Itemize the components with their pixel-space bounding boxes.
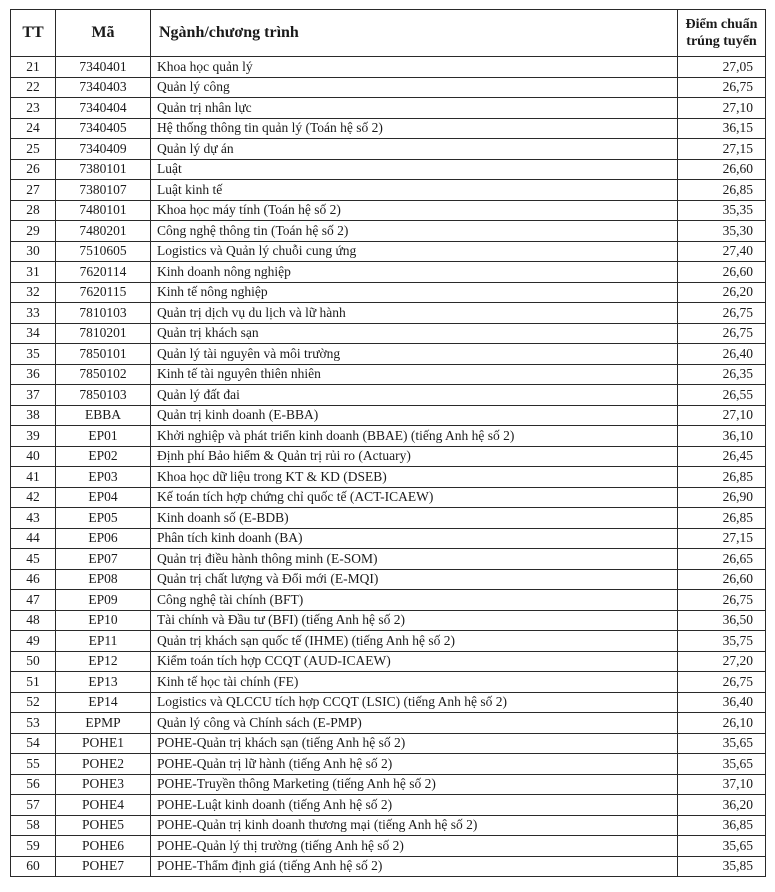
cell-score: 36,10 bbox=[678, 426, 766, 447]
cell-score: 27,15 bbox=[678, 528, 766, 549]
table-row bbox=[11, 139, 766, 160]
cell-code: 7480101 bbox=[56, 200, 151, 221]
header-score bbox=[678, 10, 766, 57]
cell-program-name: POHE-Quản trị khách sạn (tiếng Anh hệ số 2) bbox=[151, 733, 678, 754]
cell-code: 7480201 bbox=[56, 221, 151, 242]
cell-code: 7380107 bbox=[56, 180, 151, 201]
cell-tt: 35 bbox=[11, 344, 56, 365]
cell-tt: 50 bbox=[11, 651, 56, 672]
cell-code: 7340401 bbox=[56, 57, 151, 78]
cell-code: EP10 bbox=[56, 610, 151, 631]
cell-score: 26,90 bbox=[678, 487, 766, 508]
cell-program-name: Công nghệ tài chính (BFT) bbox=[151, 590, 678, 611]
cell-code: POHE7 bbox=[56, 856, 151, 877]
cell-score: 36,85 bbox=[678, 815, 766, 836]
cell-score: 26,35 bbox=[678, 364, 766, 385]
cell-score: 36,15 bbox=[678, 118, 766, 139]
cell-code: POHE4 bbox=[56, 795, 151, 816]
cell-tt: 33 bbox=[11, 303, 56, 324]
cell-score: 26,60 bbox=[678, 159, 766, 180]
cell-code: EP03 bbox=[56, 467, 151, 488]
table-row bbox=[11, 590, 766, 611]
cell-tt: 23 bbox=[11, 98, 56, 119]
cell-score: 26,85 bbox=[678, 180, 766, 201]
table-row bbox=[11, 795, 766, 816]
cell-tt: 52 bbox=[11, 692, 56, 713]
cell-code: EP14 bbox=[56, 692, 151, 713]
cell-score: 27,40 bbox=[678, 241, 766, 262]
cell-tt: 25 bbox=[11, 139, 56, 160]
cell-code: 7810201 bbox=[56, 323, 151, 344]
header-score-line1: Điểm chuẩn bbox=[685, 17, 758, 32]
cell-program-name: Khoa học máy tính (Toán hệ số 2) bbox=[151, 200, 678, 221]
cell-program-name: Quản lý dự án bbox=[151, 139, 678, 160]
admission-score-table-page bbox=[10, 9, 765, 877]
cell-score: 27,20 bbox=[678, 651, 766, 672]
cell-program-name: Logistics và QLCCU tích hợp CCQT (LSIC) (tiếng Anh hệ số 2) bbox=[151, 692, 678, 713]
cell-code: EP12 bbox=[56, 651, 151, 672]
cell-score: 27,05 bbox=[678, 57, 766, 78]
cell-tt: 29 bbox=[11, 221, 56, 242]
cell-program-name: Kinh doanh số (E-BDB) bbox=[151, 508, 678, 529]
cell-score: 26,60 bbox=[678, 569, 766, 590]
table-row bbox=[11, 344, 766, 365]
cell-code: EP08 bbox=[56, 569, 151, 590]
cell-program-name: Kế toán tích hợp chứng chỉ quốc tế (ACT-ICAEW) bbox=[151, 487, 678, 508]
cell-tt: 60 bbox=[11, 856, 56, 877]
cell-tt: 45 bbox=[11, 549, 56, 570]
cell-tt: 51 bbox=[11, 672, 56, 693]
table-row bbox=[11, 467, 766, 488]
header-code: Mã bbox=[56, 10, 151, 57]
cell-tt: 55 bbox=[11, 754, 56, 775]
cell-code: EBBA bbox=[56, 405, 151, 426]
cell-program-name: Quản trị chất lượng và Đổi mới (E-MQI) bbox=[151, 569, 678, 590]
cell-score: 35,30 bbox=[678, 221, 766, 242]
cell-code: EP06 bbox=[56, 528, 151, 549]
cell-program-name: Tài chính và Đầu tư (BFI) (tiếng Anh hệ số 2) bbox=[151, 610, 678, 631]
cell-tt: 46 bbox=[11, 569, 56, 590]
table-row bbox=[11, 487, 766, 508]
cell-code: 7510605 bbox=[56, 241, 151, 262]
cell-code: 7850103 bbox=[56, 385, 151, 406]
cell-tt: 54 bbox=[11, 733, 56, 754]
cell-code: EP04 bbox=[56, 487, 151, 508]
cell-tt: 24 bbox=[11, 118, 56, 139]
cell-score: 27,15 bbox=[678, 139, 766, 160]
cell-program-name: Quản lý đất đai bbox=[151, 385, 678, 406]
cell-code: EPMP bbox=[56, 713, 151, 734]
cell-tt: 34 bbox=[11, 323, 56, 344]
cell-score: 35,85 bbox=[678, 856, 766, 877]
admission-score-table bbox=[10, 9, 766, 877]
header-program-name: Ngành/chương trình bbox=[151, 10, 678, 57]
cell-tt: 22 bbox=[11, 77, 56, 98]
cell-code: 7380101 bbox=[56, 159, 151, 180]
cell-score: 37,10 bbox=[678, 774, 766, 795]
table-row bbox=[11, 774, 766, 795]
cell-program-name: POHE-Quản trị kinh doanh thương mại (tiếng Anh hệ số 2) bbox=[151, 815, 678, 836]
cell-score: 26,75 bbox=[678, 590, 766, 611]
cell-tt: 43 bbox=[11, 508, 56, 529]
cell-program-name: POHE-Truyền thông Marketing (tiếng Anh hệ số 2) bbox=[151, 774, 678, 795]
cell-tt: 32 bbox=[11, 282, 56, 303]
cell-tt: 41 bbox=[11, 467, 56, 488]
cell-score: 36,40 bbox=[678, 692, 766, 713]
cell-program-name: Quản trị khách sạn bbox=[151, 323, 678, 344]
cell-code: EP05 bbox=[56, 508, 151, 529]
cell-tt: 56 bbox=[11, 774, 56, 795]
cell-program-name: Định phí Bảo hiểm & Quản trị rủi ro (Actuary) bbox=[151, 446, 678, 467]
cell-tt: 27 bbox=[11, 180, 56, 201]
cell-score: 36,20 bbox=[678, 795, 766, 816]
table-row bbox=[11, 118, 766, 139]
cell-tt: 47 bbox=[11, 590, 56, 611]
table-row bbox=[11, 528, 766, 549]
cell-score: 35,35 bbox=[678, 200, 766, 221]
cell-code: EP07 bbox=[56, 549, 151, 570]
table-row bbox=[11, 159, 766, 180]
cell-tt: 59 bbox=[11, 836, 56, 857]
cell-code: EP01 bbox=[56, 426, 151, 447]
cell-code: 7340403 bbox=[56, 77, 151, 98]
cell-score: 26,40 bbox=[678, 344, 766, 365]
table-row bbox=[11, 836, 766, 857]
cell-score: 27,10 bbox=[678, 405, 766, 426]
cell-score: 26,65 bbox=[678, 549, 766, 570]
cell-program-name: POHE-Quản lý thị trường (tiếng Anh hệ số 2) bbox=[151, 836, 678, 857]
cell-score: 26,75 bbox=[678, 303, 766, 324]
cell-tt: 42 bbox=[11, 487, 56, 508]
table-row bbox=[11, 631, 766, 652]
cell-tt: 39 bbox=[11, 426, 56, 447]
table-row bbox=[11, 713, 766, 734]
table-row bbox=[11, 241, 766, 262]
cell-program-name: Khoa học quản lý bbox=[151, 57, 678, 78]
table-row bbox=[11, 200, 766, 221]
table-row bbox=[11, 180, 766, 201]
cell-program-name: Luật bbox=[151, 159, 678, 180]
cell-code: POHE2 bbox=[56, 754, 151, 775]
cell-tt: 28 bbox=[11, 200, 56, 221]
cell-code: 7340409 bbox=[56, 139, 151, 160]
table-row bbox=[11, 323, 766, 344]
cell-score: 26,85 bbox=[678, 508, 766, 529]
table-row bbox=[11, 221, 766, 242]
cell-program-name: Quản trị dịch vụ du lịch và lữ hành bbox=[151, 303, 678, 324]
table-row bbox=[11, 57, 766, 78]
cell-code: POHE5 bbox=[56, 815, 151, 836]
cell-score: 26,20 bbox=[678, 282, 766, 303]
cell-tt: 38 bbox=[11, 405, 56, 426]
cell-tt: 53 bbox=[11, 713, 56, 734]
cell-code: 7620114 bbox=[56, 262, 151, 283]
cell-score: 26,75 bbox=[678, 672, 766, 693]
cell-tt: 30 bbox=[11, 241, 56, 262]
table-row bbox=[11, 77, 766, 98]
header-tt: TT bbox=[11, 10, 56, 57]
cell-score: 36,50 bbox=[678, 610, 766, 631]
table-row bbox=[11, 651, 766, 672]
table-row bbox=[11, 692, 766, 713]
cell-score: 26,85 bbox=[678, 467, 766, 488]
cell-program-name: Kinh tế tài nguyên thiên nhiên bbox=[151, 364, 678, 385]
cell-code: EP13 bbox=[56, 672, 151, 693]
cell-tt: 49 bbox=[11, 631, 56, 652]
table-row bbox=[11, 364, 766, 385]
cell-program-name: Quản lý công và Chính sách (E-PMP) bbox=[151, 713, 678, 734]
table-row bbox=[11, 282, 766, 303]
header-score-line2: trúng tuyển bbox=[686, 34, 757, 49]
cell-program-name: Luật kinh tế bbox=[151, 180, 678, 201]
cell-program-name: Quản lý công bbox=[151, 77, 678, 98]
cell-tt: 21 bbox=[11, 57, 56, 78]
cell-program-name: POHE-Quản trị lữ hành (tiếng Anh hệ số 2) bbox=[151, 754, 678, 775]
cell-score: 35,65 bbox=[678, 754, 766, 775]
table-row bbox=[11, 385, 766, 406]
cell-program-name: Phân tích kinh doanh (BA) bbox=[151, 528, 678, 549]
cell-program-name: Công nghệ thông tin (Toán hệ số 2) bbox=[151, 221, 678, 242]
cell-tt: 40 bbox=[11, 446, 56, 467]
cell-program-name: Kiểm toán tích hợp CCQT (AUD-ICAEW) bbox=[151, 651, 678, 672]
cell-tt: 44 bbox=[11, 528, 56, 549]
cell-program-name: Quản trị khách sạn quốc tế (IHME) (tiếng Anh hệ số 2) bbox=[151, 631, 678, 652]
cell-program-name: Quản trị điều hành thông minh (E-SOM) bbox=[151, 549, 678, 570]
table-row bbox=[11, 856, 766, 877]
cell-code: EP11 bbox=[56, 631, 151, 652]
table-row bbox=[11, 733, 766, 754]
cell-code: 7620115 bbox=[56, 282, 151, 303]
cell-score: 26,45 bbox=[678, 446, 766, 467]
cell-tt: 48 bbox=[11, 610, 56, 631]
table-row bbox=[11, 303, 766, 324]
cell-code: EP02 bbox=[56, 446, 151, 467]
cell-program-name: Kinh tế học tài chính (FE) bbox=[151, 672, 678, 693]
cell-code: POHE6 bbox=[56, 836, 151, 857]
cell-code: 7850102 bbox=[56, 364, 151, 385]
cell-program-name: Khởi nghiệp và phát triển kinh doanh (BBAE) (tiếng Anh hệ số 2) bbox=[151, 426, 678, 447]
table-row bbox=[11, 98, 766, 119]
cell-score: 35,75 bbox=[678, 631, 766, 652]
cell-code: EP09 bbox=[56, 590, 151, 611]
cell-code: 7850101 bbox=[56, 344, 151, 365]
cell-code: POHE3 bbox=[56, 774, 151, 795]
table-row bbox=[11, 426, 766, 447]
cell-program-name: Quản lý tài nguyên và môi trường bbox=[151, 344, 678, 365]
table-row bbox=[11, 754, 766, 775]
cell-score: 26,60 bbox=[678, 262, 766, 283]
cell-score: 26,75 bbox=[678, 323, 766, 344]
cell-code: 7340404 bbox=[56, 98, 151, 119]
table-row bbox=[11, 508, 766, 529]
table-row bbox=[11, 446, 766, 467]
cell-code: POHE1 bbox=[56, 733, 151, 754]
cell-score: 26,10 bbox=[678, 713, 766, 734]
cell-program-name: POHE-Thẩm định giá (tiếng Anh hệ số 2) bbox=[151, 856, 678, 877]
cell-program-name: Kinh tế nông nghiệp bbox=[151, 282, 678, 303]
cell-program-name: Logistics và Quản lý chuỗi cung ứng bbox=[151, 241, 678, 262]
cell-tt: 37 bbox=[11, 385, 56, 406]
table-row bbox=[11, 262, 766, 283]
cell-score: 35,65 bbox=[678, 836, 766, 857]
cell-code: 7340405 bbox=[56, 118, 151, 139]
table-row bbox=[11, 569, 766, 590]
cell-program-name: Quản trị kinh doanh (E-BBA) bbox=[151, 405, 678, 426]
cell-tt: 57 bbox=[11, 795, 56, 816]
cell-score: 26,75 bbox=[678, 77, 766, 98]
table-row bbox=[11, 405, 766, 426]
cell-program-name: Kinh doanh nông nghiệp bbox=[151, 262, 678, 283]
cell-tt: 58 bbox=[11, 815, 56, 836]
table-row bbox=[11, 610, 766, 631]
cell-program-name: Khoa học dữ liệu trong KT & KD (DSEB) bbox=[151, 467, 678, 488]
cell-tt: 31 bbox=[11, 262, 56, 283]
table-row bbox=[11, 815, 766, 836]
cell-score: 35,65 bbox=[678, 733, 766, 754]
cell-program-name: Quản trị nhân lực bbox=[151, 98, 678, 119]
cell-program-name: POHE-Luật kinh doanh (tiếng Anh hệ số 2) bbox=[151, 795, 678, 816]
cell-score: 26,55 bbox=[678, 385, 766, 406]
cell-tt: 26 bbox=[11, 159, 56, 180]
table-row bbox=[11, 549, 766, 570]
table-header-row bbox=[11, 10, 766, 57]
cell-code: 7810103 bbox=[56, 303, 151, 324]
cell-program-name: Hệ thống thông tin quản lý (Toán hệ số 2) bbox=[151, 118, 678, 139]
table-body bbox=[11, 57, 766, 877]
table-row bbox=[11, 672, 766, 693]
cell-tt: 36 bbox=[11, 364, 56, 385]
cell-score: 27,10 bbox=[678, 98, 766, 119]
